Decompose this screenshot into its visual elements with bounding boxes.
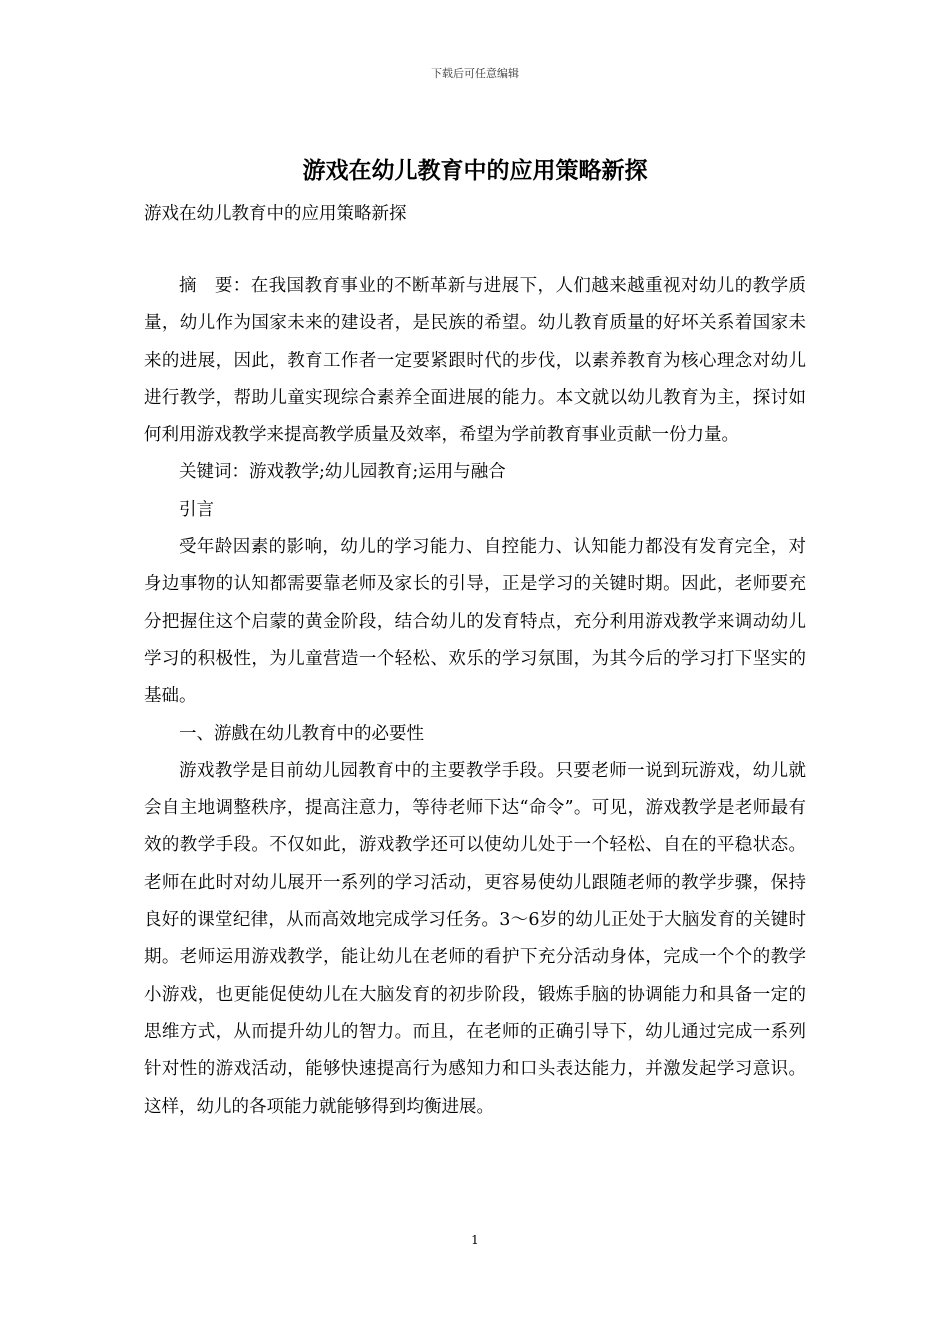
section-1-heading: 一、游戲在幼儿教育中的必要性 bbox=[179, 723, 424, 744]
introduction-heading: 引言 bbox=[179, 499, 214, 520]
keywords-paragraph: 关键词：游戏教学;幼儿园教育;运用与融合 bbox=[179, 462, 506, 483]
abstract-paragraph: 摘 要：在我国教育事业的不断革新与进展下，人们越来越重视对幼儿的教学质量，幼儿作为国家未来的建设者，是民族的希望。幼儿教育质量的好坏关系着国家未来的进展，因此，教育工作者一定要紧跟时代的步伐，以素养教育为核心理念对幼儿进行教学，帮助儿童实现综合素养全面进展的能力。本文就以幼儿教育为主，探讨如何利用游戏教学来提高教学质量及效率，希望为学前教育事业贡献一份力量。 bbox=[144, 276, 806, 446]
document-subtitle: 游戏在幼儿教育中的应用策略新探 bbox=[144, 204, 407, 224]
section-1-paragraph: 游戏教学是目前幼儿园教育中的主要教学手段。只要老师一说到玩游戏，幼儿就会自主地调整秩序，提高注意力，等待老师下达“命令”。可见，游戏教学是老师最有效的教学手段。不仅如此，游戏教学还可以使幼儿处于一个轻松、自在的平稳状态。老师在此时对幼儿展开一系列的学习活动，更容易使幼儿跟随老师的教学步骤，保持良好的课堂纪律，从而高效地完成学习任务。3～6岁的幼儿正处于大脑发育的关键时期。老师运用游戏教学，能让幼儿在老师的看护下充分活动身体，完成一个个的教学小游戏，也更能促使幼儿在大脑发育的初步阶段，锻炼手脑的协调能力和具备一定的思维方式，从而提升幼儿的智力。而且，在老师的正确引导下，幼儿通过完成一系列针对性的游戏活动，能够快速提高行为感知力和口头表达能力，并激发起学习意识。这样，幼儿的各项能力就能够得到均衡进展。 bbox=[144, 760, 806, 1117]
document-title: 游戏在幼儿教育中的应用策略新探 bbox=[302, 158, 648, 184]
page-header-note: 下载后可任意编辑 bbox=[431, 67, 519, 80]
page-number: 1 bbox=[471, 1233, 479, 1247]
document-body bbox=[144, 268, 806, 1126]
introduction-paragraph: 受年龄因素的影响，幼儿的学习能力、自控能力、认知能力都没有发育完全，对身边事物的认知都需要靠老师及家长的引导，正是学习的关键时期。因此，老师要充分把握住这个启蒙的黄金阶段，结合幼儿的发育特点，充分利用游戏教学来调动幼儿学习的积极性，为儿童营造一个轻松、欢乐的学习氛围，为其今后的学习打下坚实的基础。 bbox=[144, 537, 806, 707]
